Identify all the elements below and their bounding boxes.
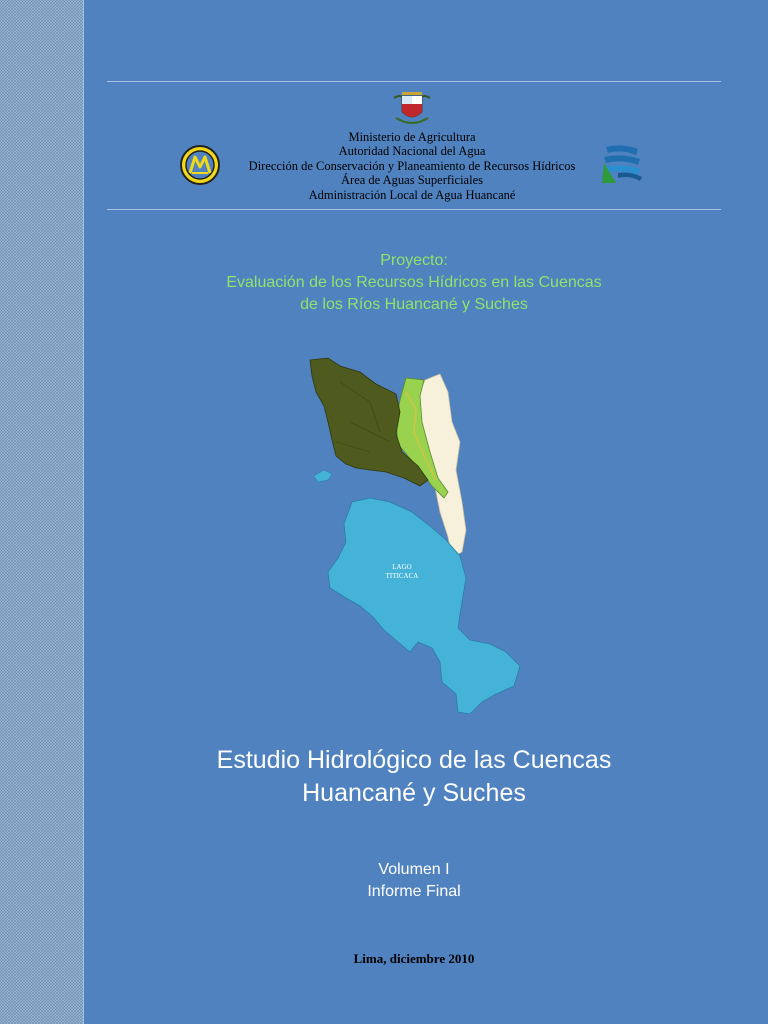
- project-title-line-2: de los Ríos Huancané y Suches: [300, 296, 528, 313]
- report-type: Informe Final: [367, 883, 461, 900]
- publication-date: Lima, diciembre 2010: [353, 951, 475, 966]
- institution-line-area: Área de Aguas Superficiales: [341, 173, 483, 188]
- volume-block: [218, 859, 610, 903]
- top-divider: [107, 81, 721, 82]
- document-title-line-1: Estudio Hidrológico de las Cuencas: [216, 746, 612, 774]
- volume-number: Volumen I: [378, 861, 450, 878]
- institution-block: [200, 130, 624, 202]
- document-title-line-2: Huancané y Suches: [302, 779, 526, 807]
- institution-line-administration: Administración Local de Agua Huancané: [308, 187, 516, 202]
- bottom-divider: [107, 209, 721, 210]
- project-title-line-1: Evaluación de los Recursos Hídricos en las Cuencas: [226, 274, 602, 291]
- document-title: [120, 744, 708, 810]
- ana-logo-icon: [178, 143, 222, 187]
- map-lake-label-line-1: LAGO: [392, 563, 412, 571]
- institution-line-ministry: Ministerio de Agricultura: [348, 130, 476, 144]
- institution-line-authority: Autoridad Nacional del Agua: [338, 144, 486, 159]
- peru-coat-of-arms-icon: [390, 88, 434, 128]
- map-lake-label-line-2: TITICACA: [385, 572, 419, 580]
- basin-map: [300, 352, 530, 722]
- institution-line-direction: Dirección de Conservación y Planeamiento de Recursos Hídricos: [248, 158, 576, 173]
- project-block: [150, 250, 678, 316]
- project-label: Proyecto:: [380, 252, 448, 269]
- decorative-side-strip: [0, 0, 84, 1024]
- water-waves-logo-icon: [600, 143, 644, 183]
- map-lake-titicaca: [328, 498, 520, 714]
